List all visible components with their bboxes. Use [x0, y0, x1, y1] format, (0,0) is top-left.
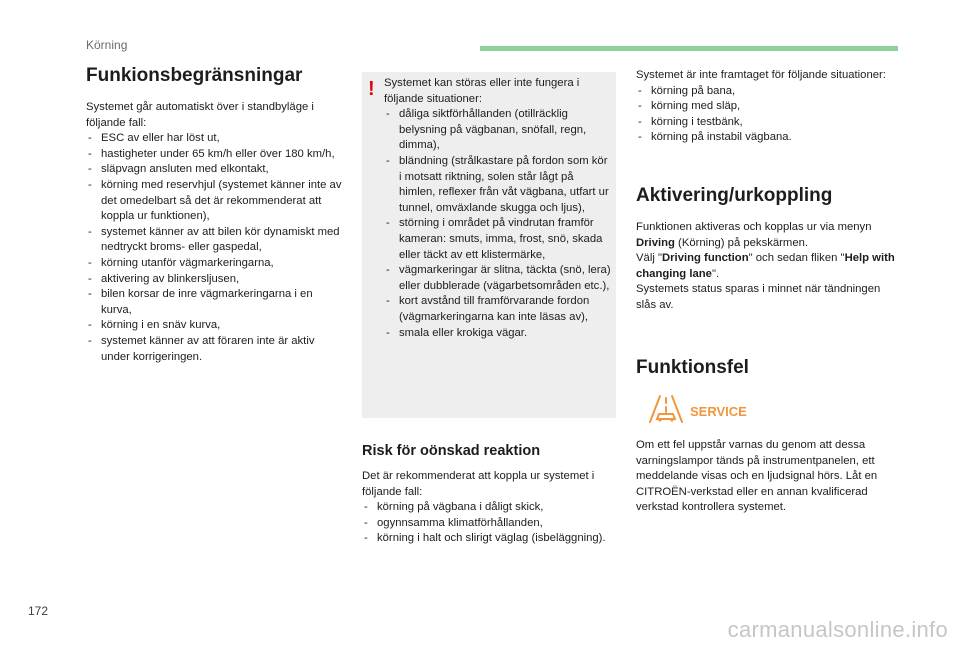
limitations-intro: Systemet går automatiskt över i standbyläge i följande fall:	[86, 101, 314, 129]
lane-warning-service-icon	[644, 392, 748, 426]
fault-title: Funktionsfel	[636, 357, 749, 378]
warning-list	[384, 107, 612, 341]
list-item: - körning utanför vägmarkeringarna,	[86, 256, 346, 272]
service-label: SERVICE	[690, 404, 747, 419]
list-item: - körning med släp,	[636, 99, 896, 115]
limitations-section	[86, 64, 346, 365]
wheel-icon	[658, 418, 661, 421]
wheel-icon	[670, 418, 673, 421]
list-item: - dåliga siktförhållanden (otillräcklig belysning på vägbanan, snöfall, regn, dimma),	[384, 107, 612, 154]
not-designed-section	[636, 68, 896, 146]
list-item: - körning i halt och slirigt väglag (isbeläggning).	[362, 531, 616, 547]
list-item: - körning i testbänk,	[636, 115, 896, 131]
header-accent-bar	[480, 46, 898, 51]
list-item: - bländning (strålkastare på fordon som kör i motsatt riktning, solen står lågt på himlen, reflexer från våt vägbana, utfart ur tunnel, omväxlande skugga och ljus),	[384, 154, 612, 216]
warning-intro: Systemet kan störas eller inte fungera i följande situationer:	[384, 77, 580, 105]
activation-title: Aktivering/urkoppling	[636, 185, 833, 206]
watermark: carmanualsonline.info	[727, 617, 948, 642]
list-item: - systemet känner av att föraren inte är aktiv under korrigeringen.	[86, 334, 346, 365]
list-item: - störning i området på vindrutan framför kameran: smuts, imma, frost, snö, skada eller täckt av ett klistermärke,	[384, 216, 612, 263]
warning-text	[384, 76, 612, 341]
list-item: - släpvagn ansluten med elkontakt,	[86, 162, 346, 178]
risk-intro: Det är rekommenderat att koppla ur systemet i följande fall:	[362, 470, 595, 498]
list-item: - körning i en snäv kurva,	[86, 318, 346, 334]
list-item: - körning på bana,	[636, 84, 896, 100]
list-item: - körning med reservhjul (systemet känner inte av det omedelbart så det är rekommenderat att koppla ur funktionen),	[86, 178, 346, 225]
list-item: - bilen korsar de inre vägmarkeringarna i en kurva,	[86, 287, 346, 318]
list-item: - körning på instabil vägbana.	[636, 130, 896, 146]
activation-memory-text: Systemets status sparas i minnet när tändningen slås av.	[636, 283, 881, 311]
list-item: - hastigheter under 65 km/h eller över 180 km/h,	[86, 147, 346, 163]
list-item: - aktivering av blinkersljusen,	[86, 272, 346, 288]
list-item: - ESC av eller har löst ut,	[86, 131, 346, 147]
not-designed-intro: Systemet är inte framtaget för följande situationer:	[636, 69, 886, 81]
page-number: 172	[28, 604, 49, 618]
not-designed-list	[636, 84, 896, 146]
limitations-list	[86, 131, 346, 365]
risk-section	[362, 442, 616, 547]
fault-section	[636, 356, 896, 516]
activation-section	[636, 184, 896, 314]
list-item: - systemet känner av att bilen kör dynamiskt med nedtryckt broms- eller gaspedal,	[86, 225, 346, 256]
risk-list	[362, 500, 616, 547]
fault-text: Om ett fel uppstår varnas du genom att dessa varningslampor tänds på instrumentpanelen, ett meddelande visas och en ljudsignal hörs. Låt en CITROËN-verkstad eller en annan kvalificerad verkstad kontrollera systemet.	[636, 439, 878, 514]
list-item: - ogynnsamma klimatförhållanden,	[362, 516, 616, 532]
list-item: - körning på vägbana i dåligt skick,	[362, 500, 616, 516]
warning-exclamation-icon: !	[368, 78, 375, 100]
list-item: - vägmarkeringar är slitna, täckta (snö, lera) eller dubblerade (vägarbetsområden etc.),	[384, 263, 612, 294]
activation-select-text: Välj "Driving function" och sedan fliken "Help with changing lane".	[636, 252, 895, 280]
limitations-title: Funkionsbegränsningar	[86, 65, 303, 86]
list-item: - smala eller krokiga vägar.	[384, 326, 612, 342]
list-item: - kort avstånd till framförvarande fordon (vägmarkeringarna kan inte läsas av),	[384, 294, 612, 325]
section-header: Körning	[86, 38, 128, 52]
activation-menu-text: Funktionen aktiveras och kopplas ur via menyn Driving (Körning) på pekskärmen.	[636, 221, 872, 249]
risk-title: Risk för oönskad reaktion	[362, 443, 541, 459]
